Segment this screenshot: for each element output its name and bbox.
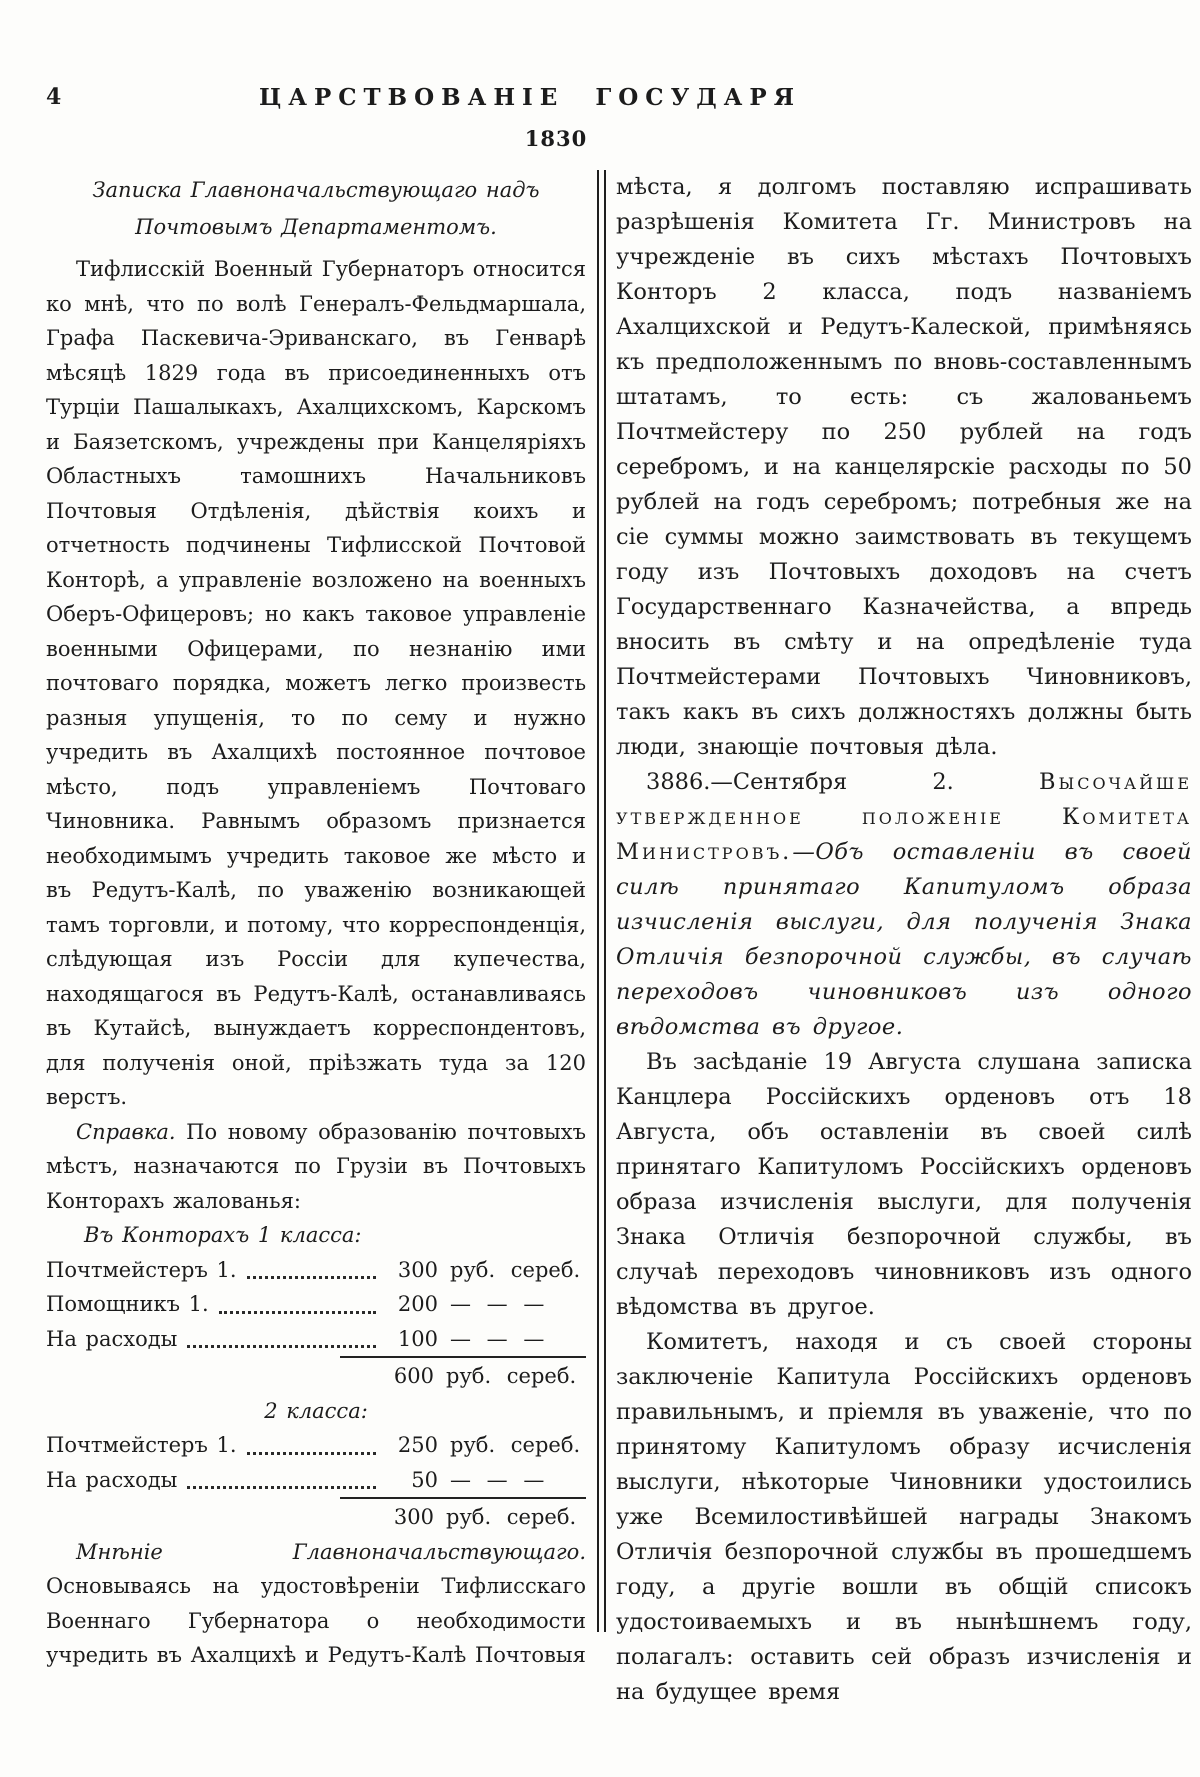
salary-row-assistant	[46, 1287, 586, 1322]
row-amount: 300	[397, 1257, 438, 1282]
reference-paragraph	[46, 1115, 586, 1219]
column-divider-rule	[597, 170, 606, 1632]
act-heading-paragraph	[616, 765, 1192, 1045]
page-number: 4	[46, 84, 62, 110]
salary-row-expenses1	[46, 1322, 586, 1357]
reference-text: По новому образованію почтовыхъ мѣстъ, назначаются по Грузіи въ Почтовыхъ Конторахъ жалованья:	[46, 1119, 586, 1213]
salary-row-postmaster2	[46, 1428, 586, 1463]
row-unit: — — —	[450, 1467, 545, 1492]
row-amount: 250	[397, 1433, 438, 1457]
opinion-text: Основываясь на удостовѣреніи Тифлисскаго Военнаго Губернатора о необходимости учредить въ Ахалцихѣ и Редутъ-Калѣ Почтовыя	[46, 1574, 586, 1667]
class1-total-row	[46, 1356, 586, 1394]
act-date: —Сентября 2.	[710, 769, 1039, 795]
dot-leader	[187, 1486, 376, 1489]
row-unit: — — —	[450, 1292, 545, 1316]
row-unit: — — —	[450, 1326, 545, 1351]
left-column	[46, 170, 586, 1673]
salary-table-class1	[46, 1253, 586, 1394]
right-column	[616, 170, 1192, 1710]
note-heading-line1: Записка Главноначальствующаго надъ	[92, 178, 540, 202]
sum-rule-box	[340, 1356, 586, 1394]
act-type: Высочайше утвержденное положеніе Комитета Министровъ.	[616, 769, 1192, 865]
note-heading-line2: Почтовымъ Департаментомъ.	[135, 215, 497, 239]
row-unit: руб. сереб.	[450, 1257, 581, 1282]
total-unit: руб. сереб.	[446, 1364, 577, 1388]
year-heading: 1830	[524, 126, 588, 151]
row-amount: 50	[411, 1467, 438, 1492]
total-amount: 600	[393, 1364, 434, 1388]
dot-leader	[247, 1276, 376, 1279]
session-paragraph: Въ засѣданіе 19 Августа слушана записка Канцлера Россійскихъ орденовъ отъ 18 Августа, объ оставленіи въ своей силѣ принятаго Капитуломъ Россійскихъ орденовъ образа изчисленія выслуги, для полученія Знака Отличія безпорочной службы, въ случаѣ переходовъ чиновниковъ изъ одного вѣдомства въ другое.	[616, 1049, 1192, 1320]
committee-paragraph: Комитетъ, находя и съ своей стороны заключеніе Капитула Россійскихъ орденовъ правильнымъ, и пріемля въ уваженіе, что по принятому Капитуломъ образу исчисленія выслуги, нѣкоторые Чиновники удостоились уже Всемилостивѣйшей награды Знакомъ Отличія безпорочной службы въ прошедшемъ году, а другіе вошли въ общій списокъ удостоиваемыхъ и въ нынѣшнемъ году, полагалъ: оставить сей образъ изчисленія и на будущее время	[616, 1329, 1192, 1705]
row-label: Почтмейстеръ 1.	[46, 1433, 237, 1457]
class2-table-heading: 2 класса:	[264, 1398, 368, 1423]
opinion-label: Мнѣніе Главноначальствующаго.	[76, 1539, 586, 1564]
dot-leader	[219, 1311, 376, 1314]
row-amount: 200	[397, 1292, 438, 1316]
row-label: На расходы	[46, 1326, 178, 1351]
act-title: —Объ оставленіи въ своей силѣ принятаго Капитуломъ образа изчисленія выслуги, для полученія Знака Отличія безпорочной службы, въ случаѣ переходовъ чиновниковъ изъ одного вѣдомства въ другое.	[616, 839, 1192, 1040]
governor-report-paragraph: Тифлисскій Военный Губернаторъ относится ко мнѣ, что по волѣ Генералъ-Фельдмаршала, Графа Паскевича-Эриванскаго, въ Генварѣ мѣсяцѣ 1829 года въ присоединенныхъ отъ Турціи Пашалыкахъ, Ахалцихскомъ, Карскомъ и Баязетскомъ, учреждены при Канцеляріяхъ Областныхъ тамошнихъ Начальниковъ Почтовыя Отдѣленія, дѣйствія коихъ и отчетность подчинены Тифлисской Почтовой Конторѣ, а управленіе возложено на военныхъ Оберъ-Офицеровъ; но какъ таковое управленіе военными Офицерами, по незнанію ими почтоваго порядка, можетъ легко произвесть разныя упущенія, то по сему и нужно учредить въ Ахалцихѣ постоянное почтовое мѣсто, подъ управленіемъ Почтоваго Чиновника. Равнымъ образомъ признается необходимымъ учредить таковое же мѣсто и въ Редутъ-Калѣ, по уваженію возникающей тамъ торговли, и потому, что корреспонденція, слѣдующая изъ Россіи для купечества, находящагося въ Редутъ-Калѣ, останавливаясь въ Кутайсѣ, вынуждаетъ корреспондентовъ, для полученія оной, пріѣзжать туда за 120 верстъ.	[46, 257, 587, 1109]
row-amount: 100	[397, 1326, 438, 1351]
row-label: Почтмейстеръ 1.	[46, 1257, 237, 1282]
report-continuation-paragraph: мѣста, я долгомъ поставляю испрашивать разрѣшенія Комитета Гг. Министровъ на учрежденіе въ сихъ мѣстахъ Почтовыхъ Конторъ 2 класса, подъ названіемъ Ахалцихской и Редутъ-Калеской, примѣняясь къ предположеннымъ по вновь-составленнымъ штатамъ, то есть: съ жалованьемъ Почтмейстеру по 250 рублей на годъ серебромъ, и на канцелярскіе расходы по 50 рублей на годъ серебромъ; потребныя же на сіе суммы можно заимствовать въ текущемъ году изъ Почтовыхъ доходовъ на счетъ Государственнаго Казначейства, а впредь вносить въ смѣту и на опредѣленіе туда Почтмейстерами Почтовыхъ Чиновниковъ, такъ какъ въ сихъ должностяхъ должны быть люди, знающіе почтовыя дѣла.	[616, 174, 1192, 760]
total-unit: руб. сереб.	[446, 1505, 577, 1529]
dot-leader	[247, 1452, 376, 1455]
opinion-paragraph	[46, 1535, 586, 1673]
row-unit: руб. сереб.	[450, 1433, 581, 1457]
salary-row-postmaster1	[46, 1253, 586, 1288]
dot-leader	[187, 1345, 376, 1348]
salary-table-class2	[46, 1428, 586, 1535]
class1-table-heading: Въ Конторахъ 1 класса:	[84, 1223, 362, 1247]
note-heading	[46, 172, 586, 246]
reference-label: Справка.	[76, 1119, 176, 1144]
act-number: 3886.	[646, 769, 711, 795]
running-title: ЦАРСТВОВАНІЕ ГОСУДАРЯ	[259, 84, 801, 111]
row-label: Помощникъ 1.	[46, 1292, 209, 1316]
total-amount: 300	[393, 1505, 434, 1529]
class2-total-row	[46, 1497, 586, 1535]
sum-rule-box	[340, 1497, 586, 1535]
salary-row-expenses2	[46, 1463, 586, 1498]
row-label: На расходы	[46, 1467, 178, 1492]
